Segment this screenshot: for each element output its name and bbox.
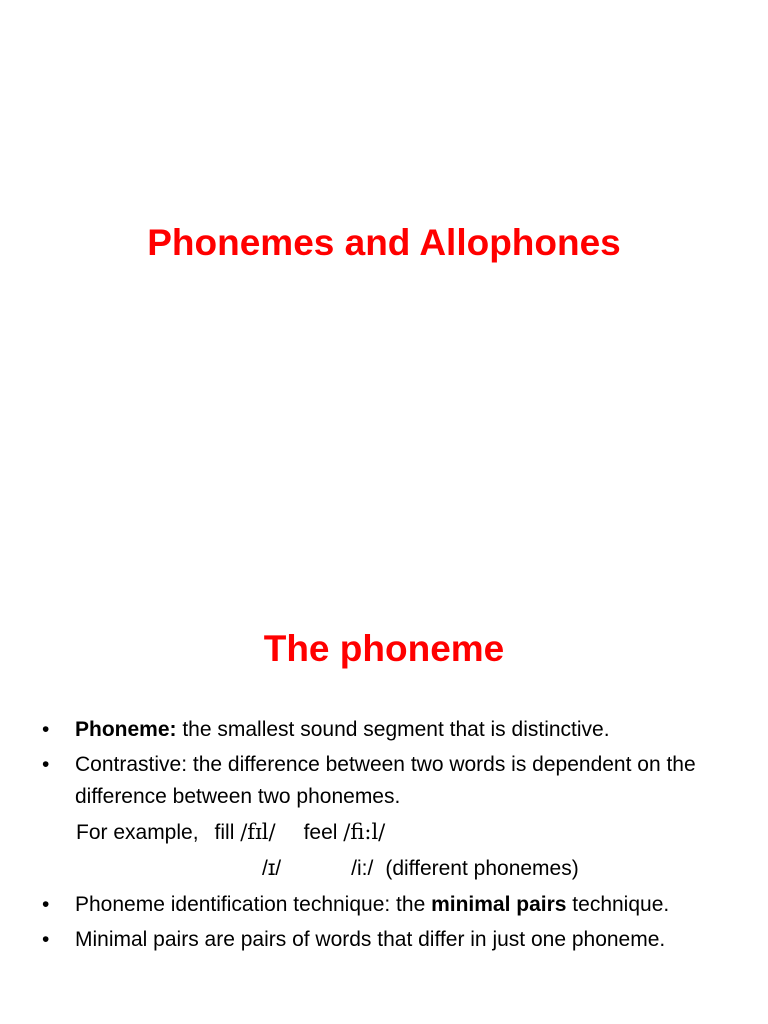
- slide-title: Phonemes and Allophones: [147, 222, 621, 263]
- example-ipa: /fɪl/: [240, 820, 276, 844]
- example-word: fill: [214, 821, 235, 844]
- example-lead: For example,: [76, 821, 199, 844]
- bullet-dot-icon: •: [42, 928, 50, 951]
- example-word: feel: [303, 821, 338, 844]
- bullet-text: the smallest sound segment that is distinctive.: [176, 718, 610, 741]
- bullet-text: Minimal pairs are pairs of words that differ in just one phoneme.: [75, 928, 666, 951]
- bullet-item: [42, 714, 742, 746]
- bullet-dot-icon: •: [42, 753, 50, 776]
- example-ipa: /fi:l/: [343, 820, 386, 844]
- bullet-item: [42, 889, 742, 921]
- slide-2: [0, 576, 768, 1024]
- phoneme-symbol: /i:/: [351, 857, 374, 880]
- phoneme-symbol: /ɪ/: [262, 857, 282, 880]
- bullet-text: Phoneme identification technique: the: [75, 893, 432, 916]
- phoneme-note: (different phonemes): [385, 857, 579, 880]
- example-line: [42, 816, 742, 849]
- slide-content: [42, 714, 742, 959]
- bullet-dot-icon: •: [42, 893, 50, 916]
- bullet-dot-icon: •: [42, 718, 50, 741]
- bullet-item: [42, 924, 742, 956]
- bullet-item: [42, 749, 742, 813]
- slide-title: The phoneme: [263, 628, 505, 669]
- term-label: Phoneme:: [75, 718, 177, 741]
- bullet-text: Contrastive: the difference between two words is dependent on the difference between two phonemes.: [75, 753, 696, 808]
- term-label: minimal pairs: [431, 893, 567, 916]
- bullet-text: technique.: [566, 893, 670, 916]
- phoneme-contrast-line: [42, 853, 742, 885]
